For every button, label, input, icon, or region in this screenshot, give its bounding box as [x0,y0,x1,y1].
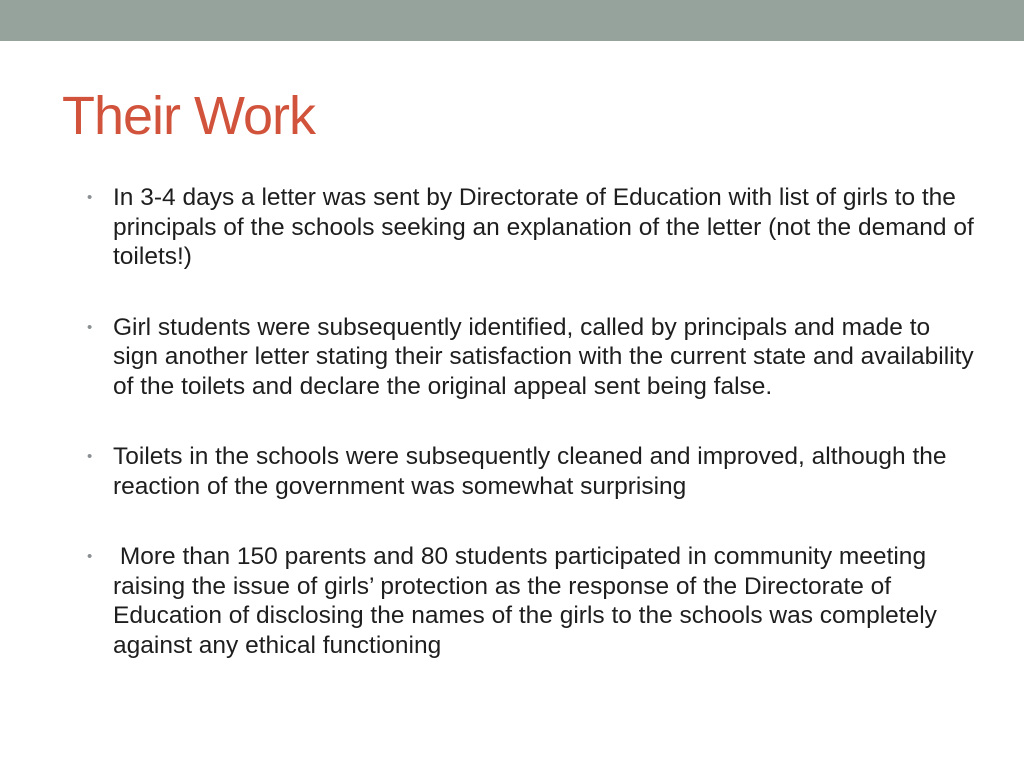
top-accent-band [0,0,1024,41]
bullet-item [87,442,977,501]
bullet-item [87,313,981,402]
bullet-dot-icon: • [87,189,93,206]
bullet-text: Toilets in the schools were subsequently cleaned and improved, although the reaction of the government was somewhat surprising [113,443,954,500]
bullet-item [87,542,977,660]
bullet-item [87,183,981,272]
bullet-text: Girl students were subsequently identified, called by principals and made to sign another letter stating their satisfaction with the current state and availability of the toilets and declare the original appeal sent being false. [113,313,981,400]
bullet-dot-icon: • [87,448,93,465]
bullet-text: More than 150 parents and 80 students participated in community meeting raising the issue of girls’ protection as the response of the Directorate of Education of disclosing the names of the girls to the schools was completely against any ethical functioning [113,543,944,659]
slide-title: Their Work [62,86,316,146]
bullet-dot-icon: • [87,318,93,336]
bullet-dot-icon: • [87,548,93,565]
bullet-list [87,183,981,660]
bullet-text: In 3-4 days a letter was sent by Directorate of Education with list of girls to the principals of the schools seeking an explanation of the letter (not the demand of toilets!) [113,184,981,270]
